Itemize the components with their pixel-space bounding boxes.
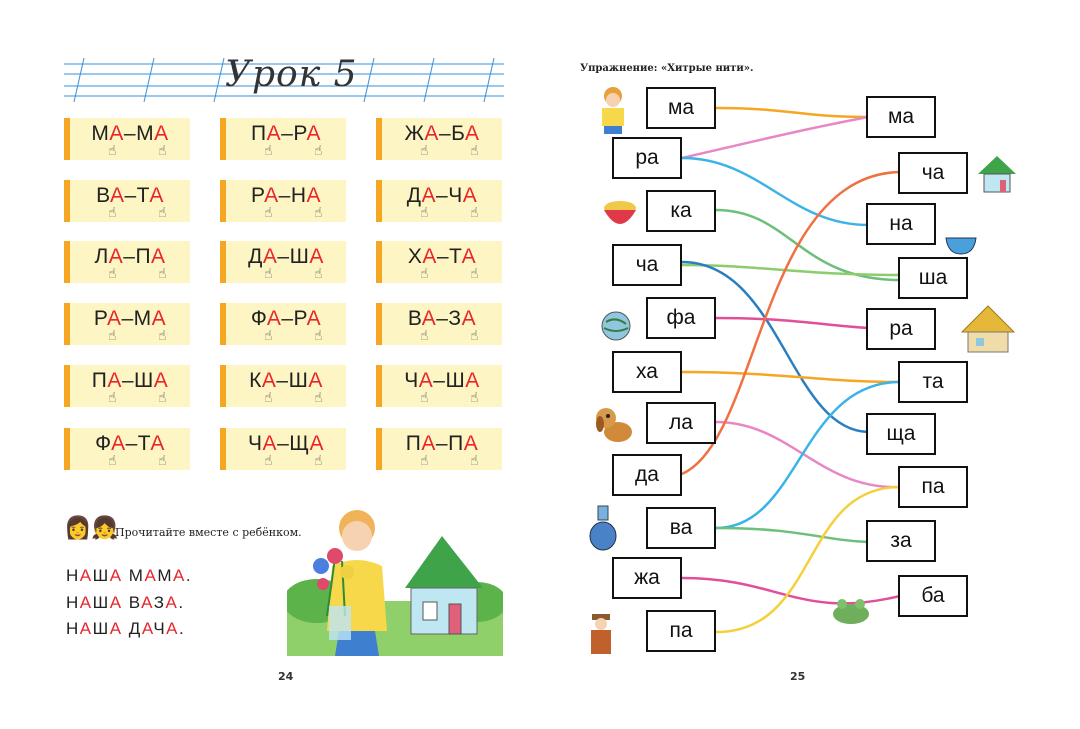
right-syllable-box: ма [866,96,936,138]
pointing-hand-icon: ☝ [158,143,167,159]
pointing-hand-icon: ☝ [158,328,167,344]
dog-picture [590,402,636,448]
right-syllable-box: на [866,203,936,245]
man-picture [586,612,616,656]
pointing-hand-icon: ☝ [264,328,273,344]
globe-picture [600,310,632,342]
exercise-title: Упражнение: «Хитрые нити». [580,63,754,74]
left-syllable-box: фа [646,297,716,339]
pointing-hand-icon: ☝ [420,390,429,406]
left-syllable-box: ва [646,507,716,549]
syllable-word: ЛА–ПА [94,245,166,268]
pointing-hand-icon: ☝ [158,390,167,406]
pointing-hand-icon: ☝ [470,205,479,221]
pointing-hand-icon: ☝ [108,266,117,282]
right-syllable-box: ра [866,308,936,350]
vase-picture [588,504,618,552]
syllable-word: ЖА–БА [404,122,480,145]
pointing-hand-icon: ☝ [108,328,117,344]
syllable-word: ЧА–ША [404,369,480,392]
syllable-word: ПА–ПА [405,432,479,455]
pointing-hand-icon: ☝ [108,143,117,159]
syllable-word: КА–ША [249,369,323,392]
left-syllable-box: ма [646,87,716,129]
pointing-hand-icon: ☝ [470,453,479,469]
pointing-hand-icon: ☝ [264,453,273,469]
pot-picture [600,198,640,234]
syllable-word: МА–МА [91,122,169,145]
sentence-line: НАША ДАЧА. [66,619,186,638]
pointing-hand-icon: ☝ [264,205,273,221]
syllable-word: ДА–ЧА [406,184,478,207]
syllable-word: ЧА–ЩА [248,432,324,455]
pointing-hand-icon: ☝ [314,390,323,406]
read-together-instruction: Прочитайте вместе с ребёнком. [115,526,302,539]
right-syllable-box: та [898,361,968,403]
page-number-25: 25 [790,670,806,683]
right-syllable-box: ща [866,413,936,455]
pointing-hand-icon: ☝ [314,453,323,469]
pointing-hand-icon: ☝ [108,390,117,406]
left-syllable-box: ха [612,351,682,393]
syllable-word: ВА–ЗА [407,307,477,330]
pointing-hand-icon: ☝ [470,143,479,159]
pointing-hand-icon: ☝ [314,266,323,282]
pointing-hand-icon: ☝ [264,143,273,159]
pointing-hand-icon: ☝ [314,328,323,344]
syllable-word: ФА–ТА [95,432,165,455]
right-syllable-box: ша [898,257,968,299]
syllable-word: РА–НА [251,184,321,207]
lesson-title: Урок 5 [225,54,358,95]
left-syllable-box: ла [646,402,716,444]
sentence-line: НАША МАМА. [66,566,193,585]
syllable-word: РА–МА [93,307,167,330]
pointing-hand-icon: ☝ [470,266,479,282]
right-syllable-box: за [866,520,936,562]
syllable-word: ВА–ТА [96,184,164,207]
left-syllable-box: ча [612,244,682,286]
left-syllable-box: па [646,610,716,652]
left-syllable-box: ка [646,190,716,232]
left-syllable-box: да [612,454,682,496]
pointing-hand-icon: ☝ [420,266,429,282]
pointing-hand-icon: ☝ [158,453,167,469]
pointing-hand-icon: ☝ [264,266,273,282]
right-syllable-box: ба [898,575,968,617]
syllable-word: ДА–ША [248,245,324,268]
girl-picture [596,86,630,134]
house-picture [976,152,1018,194]
pointing-hand-icon: ☝ [264,390,273,406]
frog-picture [828,596,874,626]
syllable-word: ФА–РА [250,307,322,330]
pointing-hand-icon: ☝ [314,143,323,159]
pointing-hand-icon: ☝ [420,328,429,344]
pointing-hand-icon: ☝ [420,143,429,159]
pointing-hand-icon: ☝ [470,328,479,344]
syllable-word: ХА–ТА [407,245,477,268]
page-number-24: 24 [278,670,294,683]
pointing-hand-icon: ☝ [470,390,479,406]
pointing-hand-icon: ☝ [314,205,323,221]
left-syllable-box: ра [612,137,682,179]
right-syllable-box: ча [898,152,968,194]
pointing-hand-icon: ☝ [108,453,117,469]
syllable-word: ПА–ША [91,369,169,392]
bowl-picture [944,234,978,256]
pointing-hand-icon: ☝ [158,205,167,221]
parent-child-icon: 👩👧 [64,516,119,541]
right-syllable-box: па [898,466,968,508]
hut-picture [958,304,1018,356]
left-syllable-box: жа [612,557,682,599]
sentence-line: НАША ВАЗА. [66,593,185,612]
syllable-word: ПА–РА [251,122,321,145]
pointing-hand-icon: ☝ [420,205,429,221]
pointing-hand-icon: ☝ [108,205,117,221]
pointing-hand-icon: ☝ [158,266,167,282]
pointing-hand-icon: ☝ [420,453,429,469]
